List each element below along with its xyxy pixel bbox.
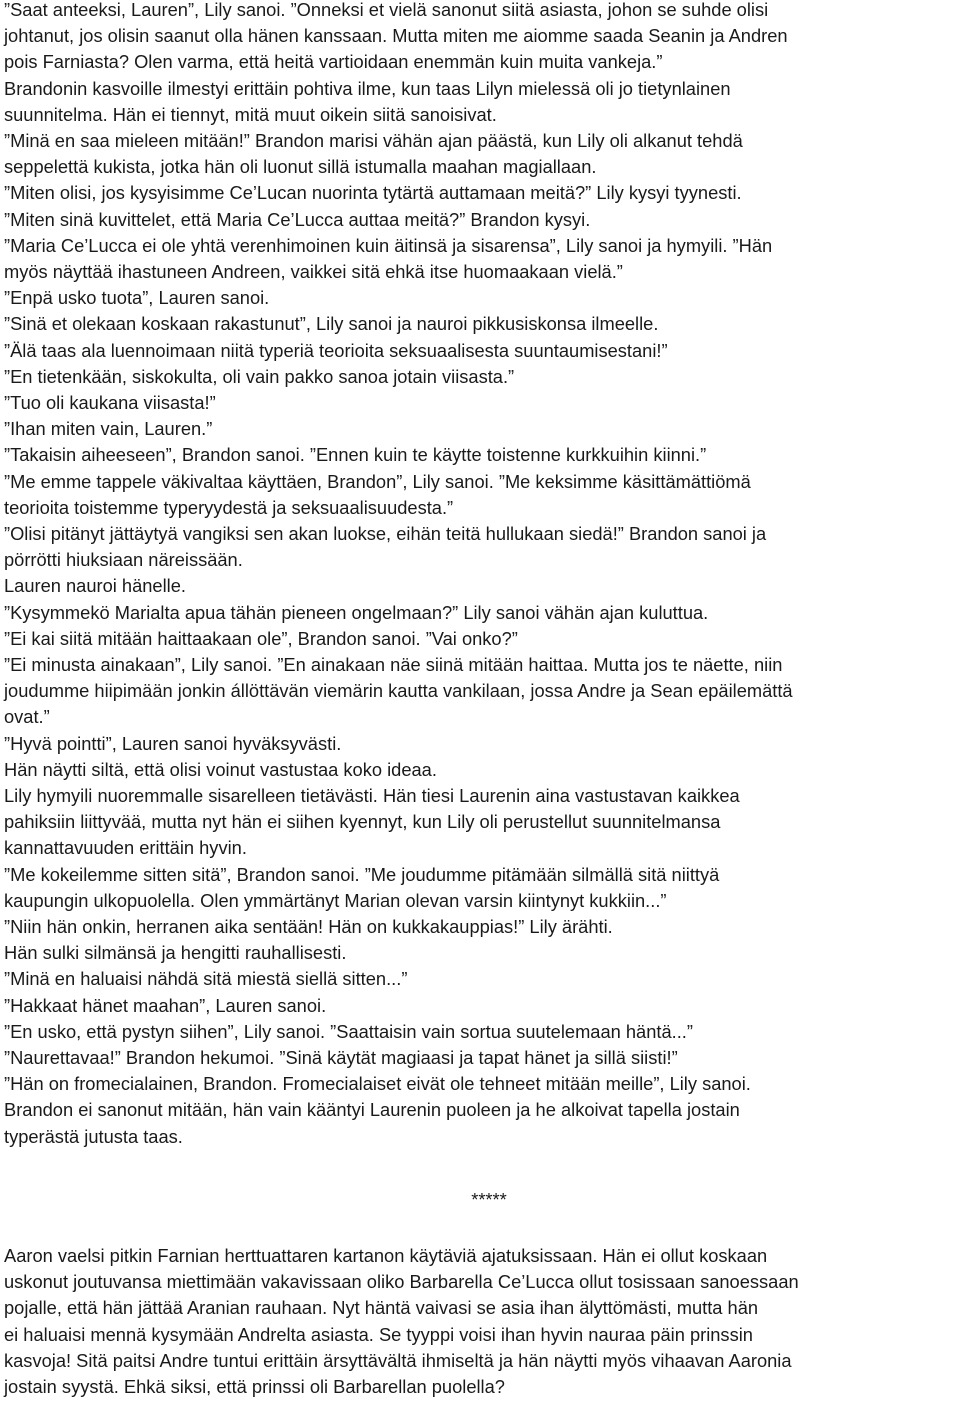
- text-line: pojalle, että hän jättää Aranian rauhaan. Nyt häntä vaivasi se asia ihan älyttömästi, mutta hän: [4, 1297, 759, 1319]
- text-line: jostain syystä. Ehkä siksi, että prinssi oli Barbarellan puolella?: [4, 1376, 505, 1397]
- text-line: ”Ei minusta ainakaan”, Lily sanoi. ”En ainakaan näe siinä mitään haittaa. Mutta jos te näette, niin: [4, 654, 783, 675]
- text-line: pahiksiin liittyvää, mutta nyt hän ei siihen kyennyt, kun Lily oli perustellut suunnitelmansa: [4, 811, 721, 833]
- text-line: pörrötti hiuksiaan näreissään.: [4, 549, 243, 571]
- text-line: Aaron vaelsi pitkin Farnian herttuattaren kartanon käytäviä ajatuksissaan. Hän ei ollut koskaan: [4, 1245, 768, 1266]
- text-line: ”Hän on fromecialainen, Brandon. Fromecialaiset eivät ole tehneet mitään meille”, Lily sanoi.: [4, 1073, 751, 1095]
- text-line: teorioita toistemme typeryydestä ja seksuaalisuudesta.”: [4, 496, 454, 518]
- text-line: ”Tuo oli kaukana viisasta!”: [4, 392, 216, 413]
- text-line: ”Minä en haluaisi nähdä sitä miestä siellä sitten...”: [4, 968, 408, 990]
- text-line: ”Me emme tappele väkivaltaa käyttäen, Brandon”, Lily sanoi. ”Me keksimme käsittämättiömä: [4, 470, 751, 492]
- text-line: ”En usko, että pystyn siihen”, Lily sanoi. ”Saattaisin vain sortua suutelemaan häntä...”: [4, 1020, 693, 1042]
- text-line: suunnitelma. Hän ei tiennyt, mitä muut oikein siitä sanoisivat.: [4, 103, 497, 125]
- text-line: ”Me kokeilemme sitten sitä”, Brandon sanoi. ”Me joudumme pitämään silmällä sitä niittyä: [4, 863, 720, 885]
- text-line: ”Miten olisi, jos kysyisimme Ce’Lucan nuorinta tytärtä auttamaan meitä?” Lily kysyi tyynesti.: [4, 182, 742, 204]
- text-line: typerästä jutusta taas.: [4, 1125, 183, 1147]
- text-line: ”Olisi pitänyt jättäytyä vangiksi sen akan luokse, eihän teitä hullukaan siedä!” Brandon sanoi ja: [4, 523, 767, 544]
- text-line: ”Älä taas ala luennoimaan niitä typeriä teorioita seksuaalisesta suuntaumisestani!”: [4, 339, 668, 361]
- text-line: kaupungin ulkopuolella. Olen ymmärtänyt Marian olevan varsin kiintynyt kukkiin...”: [4, 889, 667, 911]
- section-separator: [0, 1187, 960, 1213]
- text-line: ”Kysymmekö Marialta apua tähän pieneen ongelmaan?” Lily sanoi vähän ajan kuluttua.: [4, 601, 709, 623]
- text-line: ”Hakkaat hänet maahan”, Lauren sanoi.: [4, 994, 327, 1016]
- text-line: ”Saat anteeksi, Lauren”, Lily sanoi. ”Onneksi et vielä sanonut siitä asiasta, johon se suhde olisi: [4, 0, 769, 20]
- text-line: seppelettä kukista, jotka hän oli luonut sillä istumalla maahan magiallaan.: [4, 156, 597, 178]
- text-line: ”Ihan miten vain, Lauren.”: [4, 418, 213, 440]
- text-line: uskonut joutuvansa miettimään vakavissaan oliko Barbarella Ce’Lucca ollut tosissaan sanoessaan: [4, 1271, 799, 1293]
- text-line: joudumme hiipimään jonkin állöttävän viemärin kautta vankilaan, jossa Andre ja Sean epäilemättä: [4, 680, 793, 702]
- text-line: kannattavuuden erittäin hyvin.: [4, 837, 247, 859]
- text-line: ”Niin hän onkin, herranen aika sentään! Hän on kukkakauppias!” Lily ärähti.: [4, 916, 613, 937]
- text-line: Hän näytti siltä, että olisi voinut vastustaa koko ideaa.: [4, 758, 437, 780]
- text-line: ”Sinä et olekaan koskaan rakastunut”, Lily sanoi ja nauroi pikkusiskonsa ilmeelle.: [4, 313, 659, 335]
- text-line: ”Takaisin aiheeseen”, Brandon sanoi. ”Ennen kuin te käytte toistenne kurkkuihin kiinni.”: [4, 444, 707, 466]
- text-line: Brandon ei sanonut mitään, hän vain kääntyi Laurenin puoleen ja he alkoivat tapella jostain: [4, 1099, 740, 1121]
- text-line: ei haluaisi mennä kysymään Andrelta asiasta. Se tyyppi voisi ihan hyvin nauraa päin prinssin: [4, 1323, 753, 1345]
- text-line: kasvoja! Sitä paitsi Andre tuntui erittäin ärsyttävältä ihmiseltä ja hän näytti myös vihaavan Aaronia: [4, 1349, 792, 1371]
- text-line: johtanut, jos olisin saanut olla hänen kanssaan. Mutta miten me aiomme saada Seanin ja Andren: [4, 25, 788, 47]
- separator-stars: *****: [471, 1189, 507, 1210]
- text-line: Lily hymyili nuoremmalle sisarelleen tietävästi. Hän tiesi Laurenin aina vastustavan kaikkea: [4, 785, 740, 806]
- text-line: ”Enpä usko tuota”, Lauren sanoi.: [4, 287, 270, 309]
- text-line: ovat.”: [4, 706, 50, 728]
- text-line: ”Hyvä pointti”, Lauren sanoi hyväksyvästi.: [4, 732, 342, 754]
- text-line: Brandonin kasvoille ilmestyi erittäin pohtiva ilme, kun taas Lilyn mielessä oli jo tietynlainen: [4, 77, 731, 99]
- text-line: ”En tietenkään, siskokulta, oli vain pakko sanoa jotain viisasta.”: [4, 365, 515, 387]
- text-line: ”Miten sinä kuvittelet, että Maria Ce’Lucca auttaa meitä?” Brandon kysyi.: [4, 208, 591, 230]
- text-line: pois Farniasta? Olen varma, että heitä vartioidaan enemmän kuin muita vankeja.”: [4, 51, 663, 73]
- text-line: ”Maria Ce’Lucca ei ole yhtä verenhimoinen kuin äitinsä ja sisarensa”, Lily sanoi ja hymyili. ”Hän: [4, 234, 773, 256]
- text-line: ”Minä en saa mieleen mitään!” Brandon marisi vähän ajan päästä, kun Lily oli alkanut tehdä: [4, 130, 743, 151]
- text-line: Lauren nauroi hänelle.: [4, 575, 186, 597]
- text-line: ”Ei kai siitä mitään haittaakaan ole”, Brandon sanoi. ”Vai onko?”: [4, 627, 518, 649]
- text-line: Hän sulki silmänsä ja hengitti rauhallisesti.: [4, 942, 347, 964]
- text-line: ”Naurettavaa!” Brandon hekumoi. ”Sinä käytät magiaasi ja tapat hänet ja sillä siisti!”: [4, 1047, 678, 1068]
- text-line: myös näyttää ihastuneen Andreen, vaikkei sitä ehkä itse huomaakaan vielä.”: [4, 261, 623, 282]
